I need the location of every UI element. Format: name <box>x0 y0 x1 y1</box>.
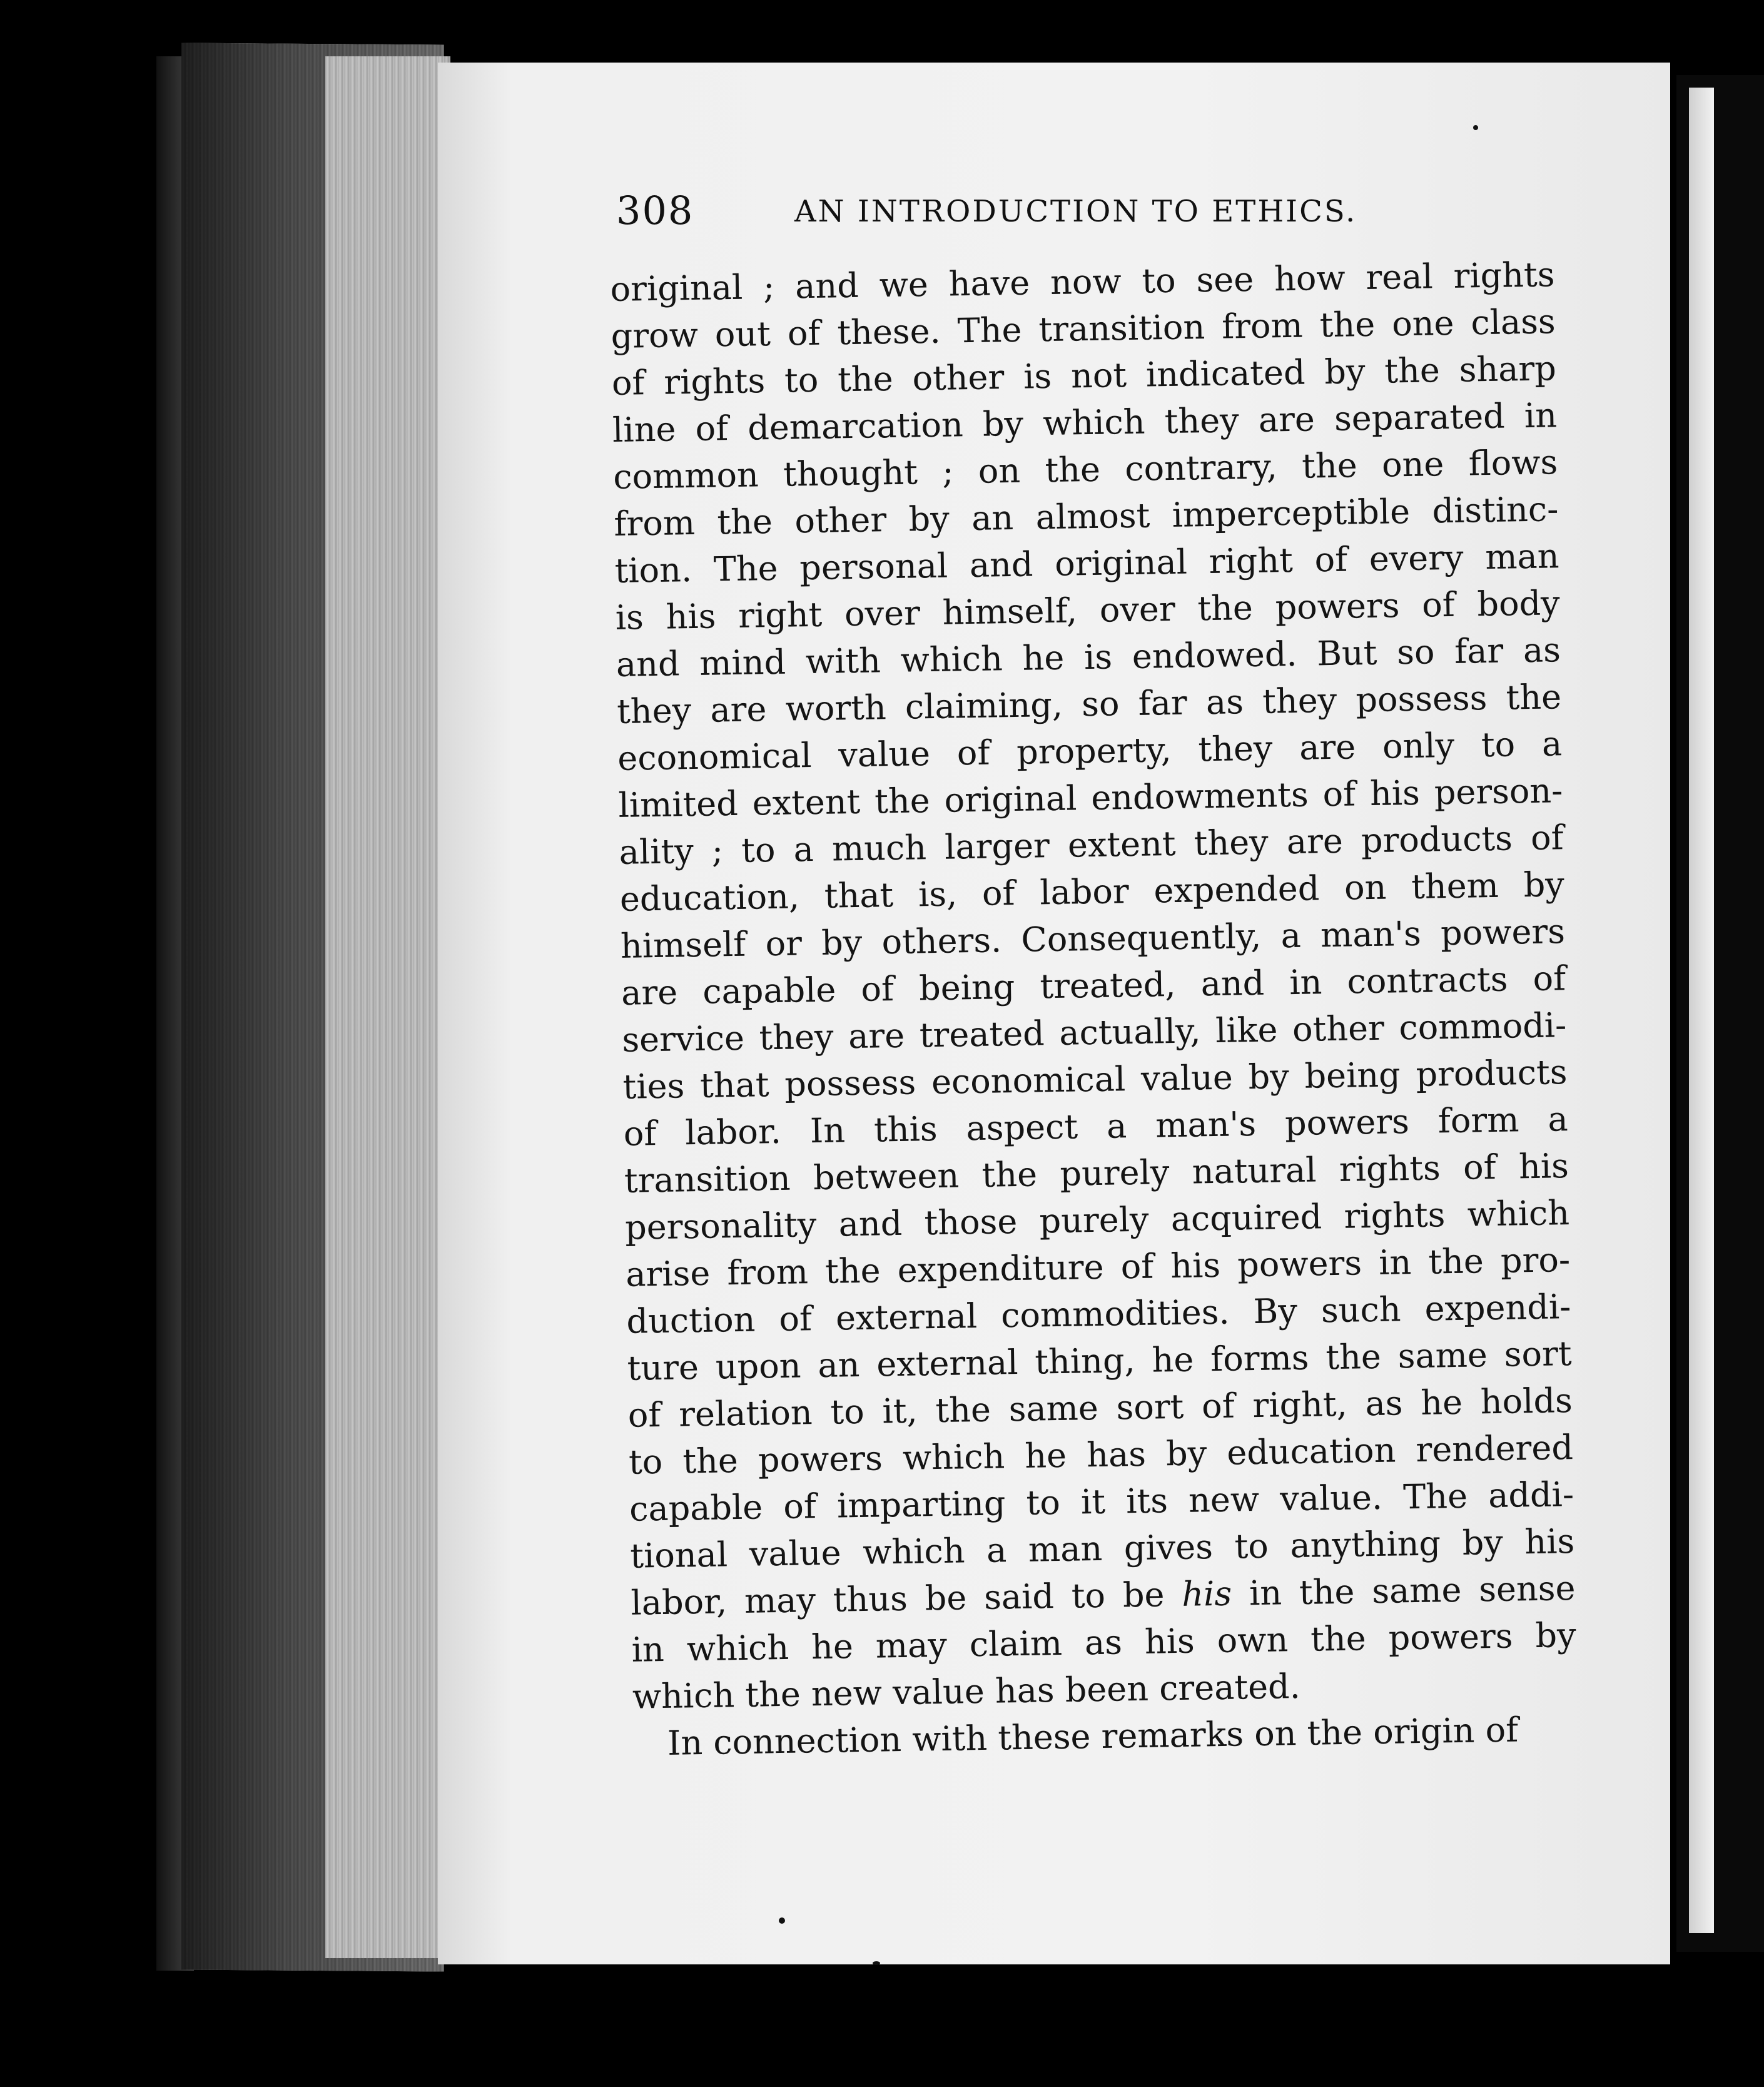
text-line: of rights to the other is not indicated by the sharp <box>611 348 1557 403</box>
text-line: ality ; to a much larger extent they are products of <box>619 818 1564 872</box>
italic-word: his <box>1181 1573 1232 1614</box>
page-number: 308 <box>616 188 694 233</box>
text-line: of relation to it, the same sort of right, as he holds <box>627 1381 1573 1435</box>
text-line: they are worth claiming, so far as they possess the <box>616 677 1562 731</box>
text-segment: in the same sense <box>1249 1568 1576 1613</box>
text-line: from the other by an almost imperceptible distinc- <box>613 489 1559 544</box>
text-line: to the powers which he has by education rendered <box>628 1428 1574 1482</box>
text-line: duction of external commodities. By such expendi- <box>626 1287 1571 1341</box>
text-segment: labor, may thus be said to be <box>631 1575 1165 1623</box>
text-line: which the new value has been created. <box>632 1666 1301 1717</box>
text-line: education, that is, of labor expended on them by <box>619 865 1565 919</box>
text-line: is his right over himself, over the powers of body <box>615 583 1561 637</box>
text-line: arise from the expenditure of his powers in the pro- <box>625 1240 1571 1294</box>
text-line: line of demarcation by which they are separated in <box>612 395 1558 450</box>
text-line: personality and those purely acquired rights which <box>624 1193 1570 1247</box>
scan-speck <box>1473 125 1478 130</box>
facing-page-edge <box>1689 88 1714 1933</box>
text-line: in which he may claim as his own the powers by <box>631 1615 1577 1670</box>
text-line: tional value which a man gives to anything by his <box>629 1521 1575 1576</box>
text-line: common thought ; on the contrary, the one flows <box>612 442 1558 497</box>
text-line: tion. The personal and original right of every man <box>614 536 1559 591</box>
running-head <box>616 188 1373 244</box>
page-stack-highlight <box>325 56 450 1958</box>
text-line: limited extent the original endowments of his person- <box>618 771 1563 825</box>
text-line: himself or by others. Consequently, a man's powers <box>620 911 1566 966</box>
scan-speck <box>873 1961 880 1965</box>
scan-speck <box>779 1917 785 1924</box>
text-line: of labor. In this aspect a man's powers form a <box>623 1099 1569 1154</box>
text-line: are capable of being treated, and in contracts of <box>621 958 1566 1013</box>
text-line: ties that possess economical value by being products <box>622 1052 1568 1107</box>
text-line: capable of imparting to it its new value. The addi- <box>629 1475 1574 1529</box>
text-line: ture upon an external thing, he forms the same sort <box>627 1334 1572 1388</box>
paragraph-start: In connection with these remarks on the origin of <box>667 1710 1519 1763</box>
body-text <box>610 251 1578 1767</box>
running-head-title: AN INTRODUCTION TO ETHICS. <box>794 194 1357 229</box>
text-line: and mind with which he is endowed. But so far as <box>616 630 1561 684</box>
text-line: grow out of these. The transition from the one class <box>611 302 1556 356</box>
text-line: economical value of property, they are only to a <box>617 724 1563 778</box>
text-line: transition between the purely natural rights of his <box>624 1146 1569 1201</box>
text-line: original ; and we have now to see how real rights <box>610 255 1555 309</box>
text-line: service they are treated actually, like other commodi- <box>621 1005 1567 1060</box>
